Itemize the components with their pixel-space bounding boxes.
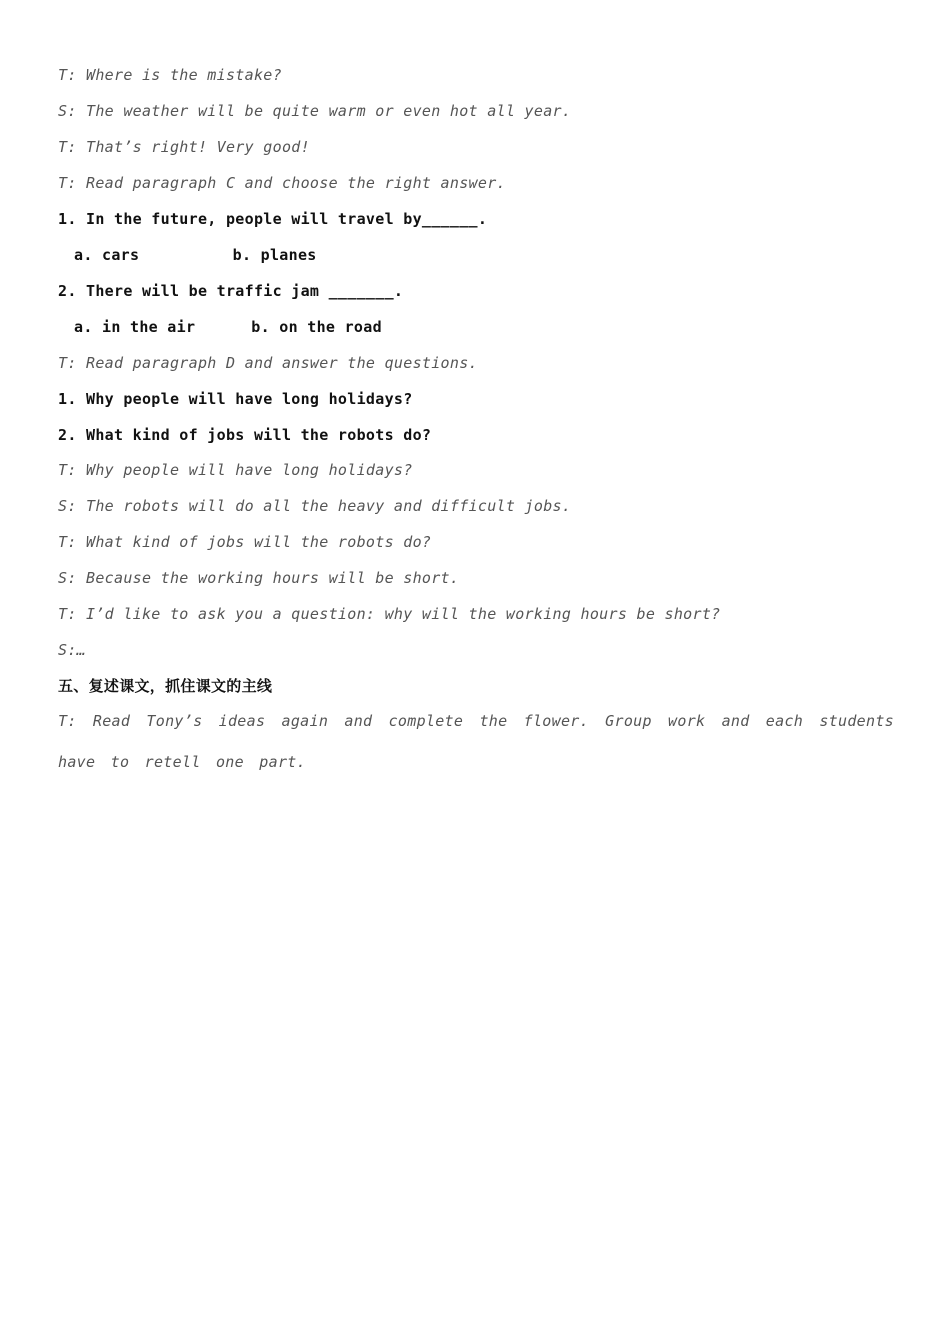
student-line-ellipsis: S:…: [58, 641, 86, 659]
teacher-line-paragraph-d-instruction: T: Read paragraph D and answer the questions.: [58, 354, 478, 372]
question-long-holidays: 1. Why people will have long holidays?: [58, 390, 413, 408]
teacher-line-robot-jobs: T: What kind of jobs will the robots do?: [58, 533, 432, 551]
student-line-working-hours: S: Because the working hours will be short.: [58, 569, 460, 587]
teacher-line-mistake-question: T: Where is the mistake?: [58, 66, 282, 84]
teacher-line-paragraph-c-instruction: T: Read paragraph C and choose the right answer.: [58, 174, 506, 192]
teacher-line-retell-instruction: T: Read Tony’s ideas again and complete the flower. Group work and each students have to retell one part.: [58, 712, 894, 771]
options-travel-by: a. cars b. planes: [74, 246, 317, 264]
question-robot-jobs: 2. What kind of jobs will the robots do?: [58, 426, 432, 444]
teacher-line-long-holidays: T: Why people will have long holidays?: [58, 461, 413, 479]
question-travel-by: 1. In the future, people will travel by______.: [58, 210, 488, 228]
question-traffic-jam: 2. There will be traffic jam _______.: [58, 282, 404, 300]
teacher-line-praise: T: That’s right! Very good!: [58, 138, 310, 156]
teacher-line-working-hours-question: T: I’d like to ask you a question: why will the working hours be short?: [58, 605, 721, 623]
student-line-weather-answer: S: The weather will be quite warm or even hot all year.: [58, 102, 572, 120]
student-line-robots-jobs: S: The robots will do all the heavy and difficult jobs.: [58, 497, 572, 515]
section-heading-retell: 五、复述课文，抓住课文的主线: [58, 677, 273, 695]
options-traffic-jam: a. in the air b. on the road: [74, 318, 382, 336]
